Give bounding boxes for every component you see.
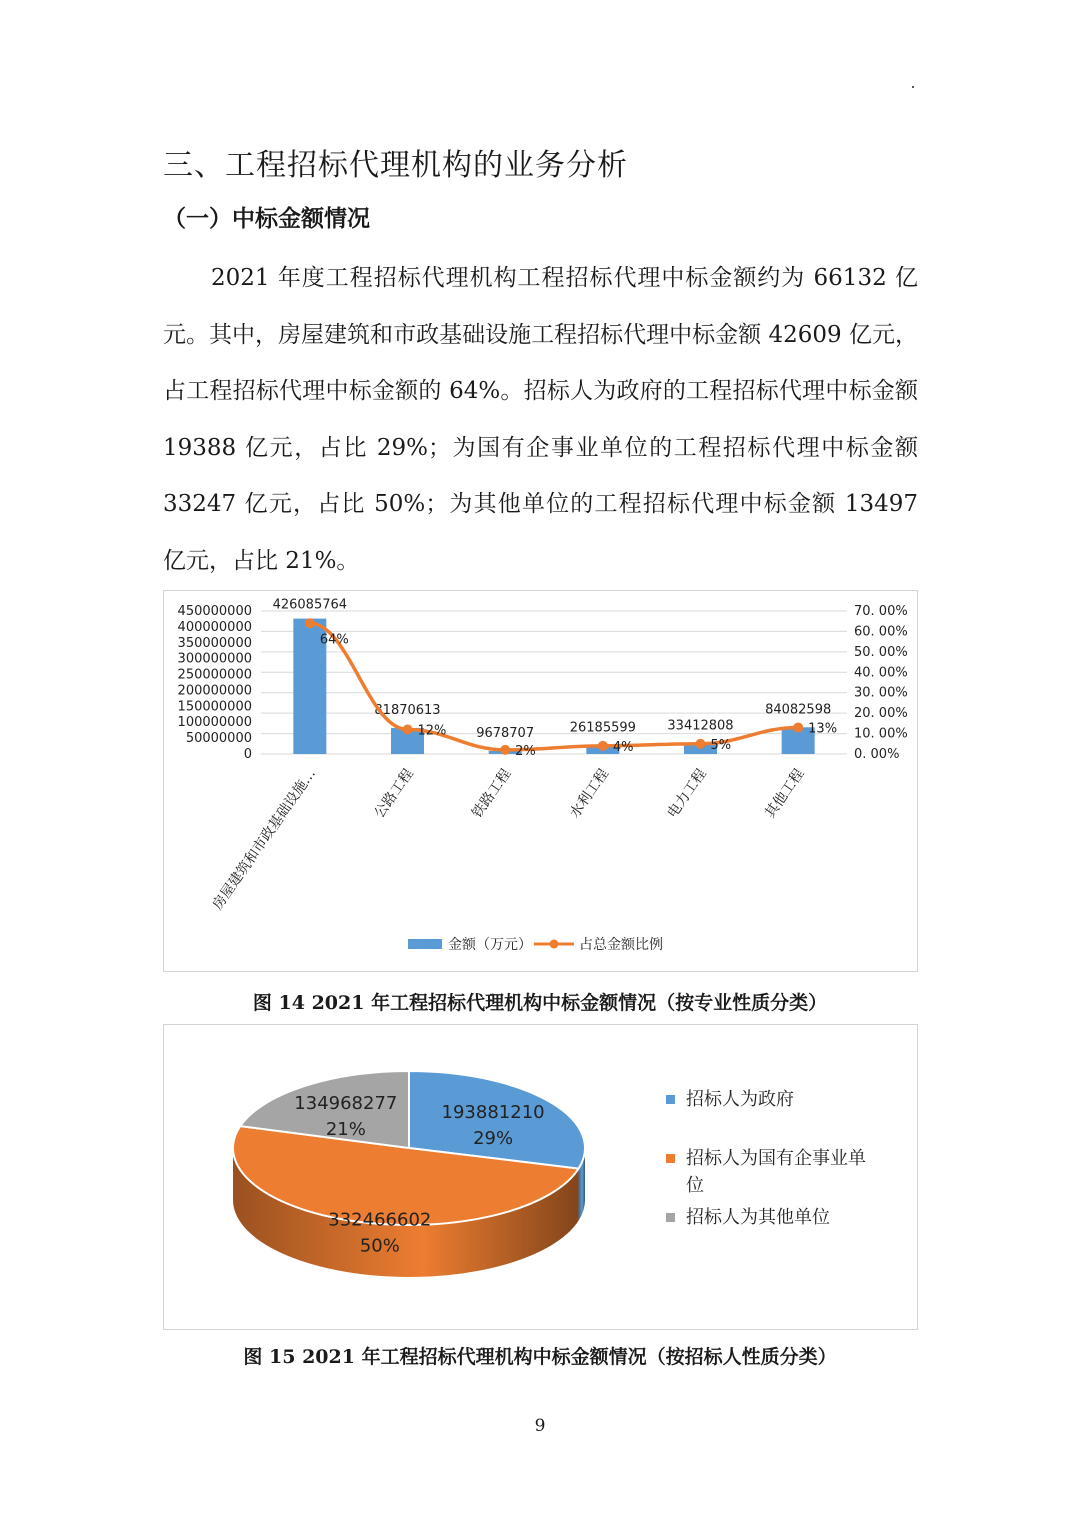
ratio-label: 5% xyxy=(710,737,732,753)
pie-percent-label: 50% xyxy=(359,1235,400,1257)
y-tick-label: 250000000 xyxy=(177,667,252,683)
ratio-label: 64% xyxy=(319,632,349,648)
y2-tick-label: 70. 00% xyxy=(854,604,908,619)
page-number: 9 xyxy=(534,1416,546,1436)
category-label: 房屋建筑和市政基础设施… xyxy=(209,766,320,913)
figure-15-chart xyxy=(163,1024,918,1330)
ratio-point xyxy=(696,739,706,749)
y-tick-label: 100000000 xyxy=(177,715,252,731)
bar-value-label: 9678707 xyxy=(476,725,535,741)
y2-tick-label: 10. 00% xyxy=(854,726,908,742)
section-heading: 三、工程招标代理机构的业务分析 xyxy=(163,148,628,183)
y-tick-label: 400000000 xyxy=(177,619,252,635)
y-tick-label: 300000000 xyxy=(177,651,252,667)
bar-value-label: 84082598 xyxy=(765,702,832,718)
y-tick-label: 0 xyxy=(243,747,252,762)
category-label: 水利工程 xyxy=(566,766,613,822)
y-tick-label: 50000000 xyxy=(185,731,252,747)
y-tick-label: 150000000 xyxy=(177,699,252,715)
ratio-point xyxy=(598,741,608,751)
legend-label: 招标人为其他单位 xyxy=(686,1207,830,1228)
y2-tick-label: 30. 00% xyxy=(854,685,908,701)
ratio-point xyxy=(305,618,315,628)
y2-tick-label: 60. 00% xyxy=(854,624,908,640)
legend-line-marker xyxy=(550,940,559,949)
category-label: 公路工程 xyxy=(371,766,417,822)
ratio-point xyxy=(403,724,413,734)
y-tick-label: 450000000 xyxy=(177,604,252,619)
pie-percent-label: 21% xyxy=(325,1118,366,1140)
bar-value-label: 33412808 xyxy=(667,718,734,734)
body-text xyxy=(163,250,918,589)
y2-tick-label: 40. 00% xyxy=(854,665,908,681)
bar-value-label: 426085764 xyxy=(272,597,348,613)
pie-percent-label: 29% xyxy=(473,1128,514,1150)
y2-tick-label: 0. 00% xyxy=(854,747,900,762)
legend-label: 招标人为政府 xyxy=(686,1089,794,1110)
ratio-point xyxy=(793,722,803,732)
figure-15-caption: 图 15 2021 年工程招标代理机构中标金额情况（按招标人性质分类） xyxy=(243,1346,837,1368)
pie-value-label: 193881210 xyxy=(441,1102,545,1124)
ratio-point xyxy=(500,745,510,755)
category-label: 电力工程 xyxy=(664,766,710,822)
pie-value-label: 332466602 xyxy=(328,1209,432,1231)
legend-line-label: 占总金额比例 xyxy=(579,937,663,953)
legend-bar-swatch xyxy=(408,939,442,949)
page-speck xyxy=(912,86,914,88)
legend-bar-label: 金额（万元） xyxy=(448,937,532,953)
ratio-label: 12% xyxy=(417,723,447,739)
y-tick-label: 350000000 xyxy=(177,635,252,651)
ratio-label: 2% xyxy=(515,743,536,759)
bar-line-chart xyxy=(164,591,917,971)
category-label: 其他工程 xyxy=(762,766,808,822)
subsection-heading: （一）中标金额情况 xyxy=(163,206,370,232)
figure-14-chart xyxy=(163,590,918,972)
legend-label: 招标人为国有企事业单 xyxy=(686,1148,866,1169)
bar-value-label: 81870613 xyxy=(374,702,441,718)
legend-label: 位 xyxy=(686,1175,704,1196)
y2-tick-label: 20. 00% xyxy=(854,706,908,722)
legend-swatch xyxy=(666,1095,675,1104)
ratio-label: 13% xyxy=(808,721,838,737)
figure-14-caption: 图 14 2021 年工程招标代理机构中标金额情况（按专业性质分类） xyxy=(252,992,828,1014)
pie-chart xyxy=(164,1025,917,1329)
pie-value-label: 134968277 xyxy=(294,1092,398,1114)
bar-value-label: 26185599 xyxy=(569,720,636,736)
legend-swatch xyxy=(666,1213,675,1222)
y2-tick-label: 50. 00% xyxy=(854,644,908,660)
body-paragraph: 2021 年度工程招标代理机构工程招标代理中标金额约为 66132 亿元。其中，房屋建筑和市政基础设施工程招标代理中标金额 42609 亿元，占工程招标代理中标金额的 64%。招标人为政府的工程招标代理中标金额 19388 亿元，占比 29%；为国有企事业单位的工程招标代理中标金额 33247 亿元，占比 50%；为其他单位的工程招标代理中标金额 13497 亿元，占比 21%。 xyxy=(163,265,918,574)
legend-swatch xyxy=(666,1154,675,1163)
y-tick-label: 200000000 xyxy=(177,683,252,699)
category-label: 铁路工程 xyxy=(469,766,515,822)
ratio-label: 4% xyxy=(612,739,634,755)
